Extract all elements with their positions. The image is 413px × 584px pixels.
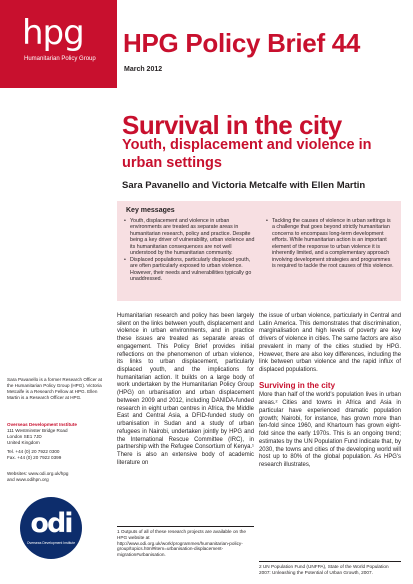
odi-org-name: Overseas Development Institute <box>7 422 77 427</box>
odi-address <box>7 422 105 461</box>
brief-title: HPG Policy Brief 44 <box>123 28 361 58</box>
key-message-item: • Tackling the causes of violence in urban settings is a challenge that goes beyond strictly humanitarian concerns to encompass long-term development efforts. While humanitarian action is an important element of the response to urban violence it is inherently limited, and a complementary approach involving development strategies and programmes is required to tackle the root causes of this violence. <box>265 218 395 270</box>
odi-logo-caption: Overseas Development Institute <box>26 541 76 545</box>
body-paragraph: the issue of urban violence, particularly in Central and Latin America. This demonstrates that discrimination, marginalisation and high levels of poverty are key drivers of violence in cities. The same factors are also prevalent in many of the cities studied by HPG. However, there are also key differences, including the link between urban violence and the rapid influx of displaced populations. <box>259 313 401 374</box>
key-messages-left-list <box>123 218 259 283</box>
fax: Fax. +44 (0) 20 7922 0399 <box>7 455 62 460</box>
brief-date: March 2012 <box>124 66 163 73</box>
page-title: Survival in the city <box>122 110 342 140</box>
body-column-left <box>117 313 254 467</box>
key-message-item: • Displaced populations, particularly displaced youth, are often particularly exposed to urban violence. However, their needs and vulnerabilities typically go unaddressed. <box>123 257 259 283</box>
key-messages-right-list <box>265 218 395 270</box>
websites <box>7 471 105 483</box>
hpg-logo-text: hpg <box>22 13 84 53</box>
authors: Sara Pavanello and Victoria Metcalfe with Ellen Martin <box>122 180 366 191</box>
website-line: and www.odihpn.org <box>7 477 49 482</box>
hpg-logo-subtitle: Humanitarian Policy Group <box>24 56 96 62</box>
footnote-1: 1 Outputs of all of these research projects are available on the HPG website at http://www.odi.org.uk/work/programmes/humanitarian-policy-group/topics.html#item=urbanisation-displacement-migration#urbanisation. <box>117 526 254 558</box>
key-messages-box <box>117 201 401 301</box>
hpg-logo <box>0 0 117 88</box>
body-paragraph: Humanitarian research and policy has been largely silent on the links between youth, displacement and violence in urban environments, and in practice these issues are treated as separate areas of engagement. This Policy Brief provides initial reflections on the phenomenon of urban violence, its links to urban displacement, particularly displaced youth, and the implications for humanitarian action. It builds on a large body of work undertaken by the Humanitarian Policy Group (HPG) on urbanisation and urban displacement between 2009 and 2012, including DANIDA-funded research in eight urban centres in Africa, the Middle East and Central Asia, a DFID-funded study on urbanisation in Sudan and a study of urban refugees in Nairobi, undertaken jointly by HPG and the International Rescue Committee (IRC), in partnership with the Refugee Consortium of Kenya.¹ There is also an extensive body of academic literature on <box>117 313 254 466</box>
odi-logo-text: odi <box>30 508 72 539</box>
address-line: 111 Westminster Bridge Road <box>7 428 68 433</box>
website-line: Websites: www.odi.org.uk/hpg <box>7 471 69 476</box>
author-bio: Sara Pavanello is a former Research Officer at the Humanitarian Policy Group (HPG). Victoria Metcalfe is a Research Fellow at HPG. Ellen Martin is a Research Officer at HPG. <box>7 377 102 400</box>
key-messages-heading: Key messages <box>126 207 175 214</box>
page-subtitle: Youth, displacement and violence in urban settings <box>122 137 372 171</box>
body-paragraph: More than half of the world's population lives in urban areas.² Cities and towns in Africa and Asia in particular have experienced dramatic population growth; Nairobi, for instance, has grown more than ten-fold since 1960, and Khartoum has grown eight-fold since the early 1970s. This is an ongoing trend; estimates by the UN Population Fund indicate that, by 2030, the towns and cities of the developing world will host up to 80% of the global population. As HPG's research illustrates, <box>259 392 401 468</box>
address-line: United Kingdom <box>7 440 40 445</box>
section-heading: Surviving in the city <box>259 380 336 390</box>
address-line: London SE1 7JD <box>7 434 42 439</box>
key-message-item: • Youth, displacement and violence in urban environments are treated as separate areas in humanitarian research, policy and practice. Despite being a key driver of vulnerability, urban violence and its humanitarian consequences are not well understood by the humanitarian community. <box>123 218 259 257</box>
odi-logo <box>20 497 82 559</box>
body-column-right <box>259 313 401 470</box>
telephone: Tel. +44 (0) 20 7922 0300 <box>7 449 60 454</box>
footnote-2: 2 UN Population Fund (UNFPA), State of the World Population 2007: Unleashing the Potential of Urban Growth, 2007. <box>259 561 401 576</box>
